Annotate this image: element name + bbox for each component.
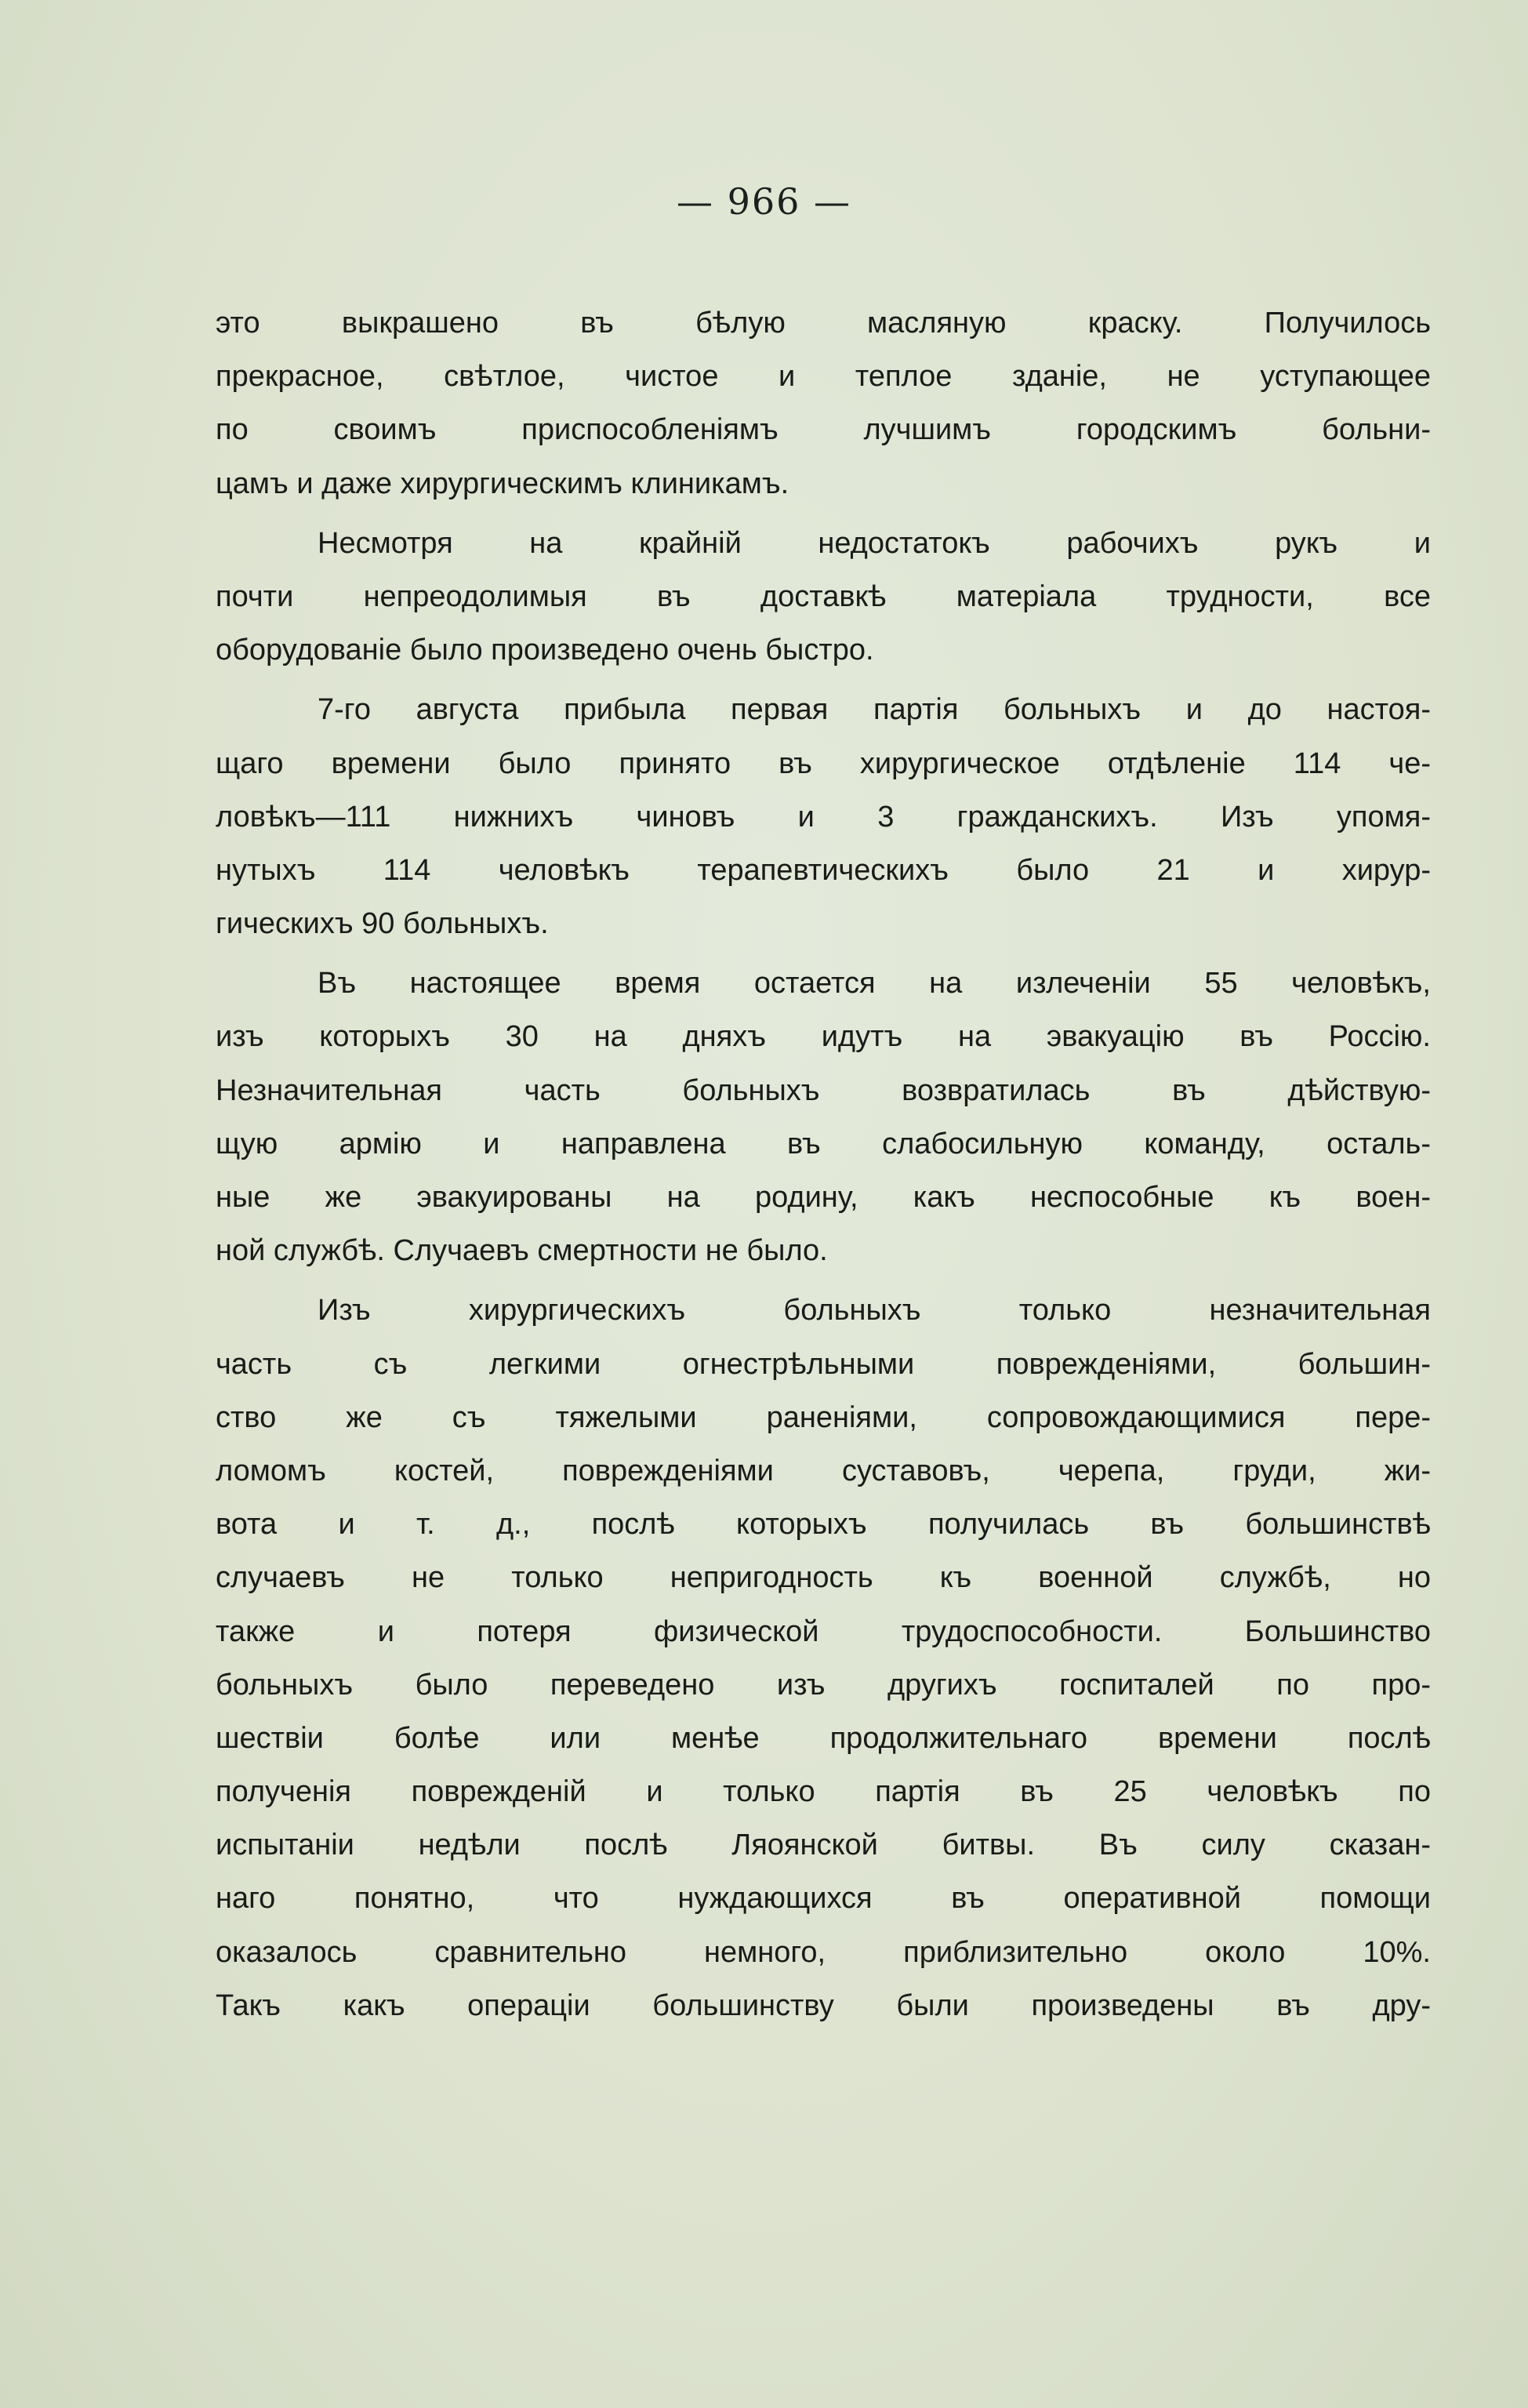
text-line: Незначительная часть больныхъ возвратилась въ дѣйствую- bbox=[216, 1073, 1431, 1107]
text-line: случаевъ не только непригодность къ военной службѣ, но bbox=[216, 1561, 1431, 1595]
text-line: по своимъ приспособленіямъ лучшимъ городскимъ больни- bbox=[216, 413, 1431, 447]
paragraph-gap bbox=[216, 1277, 1431, 1284]
text-line: это выкрашено въ бѣлую масляную краску. Получилось bbox=[216, 307, 1431, 340]
text-line: полученія поврежденій и только партія въ 25 человѣкъ по bbox=[216, 1775, 1431, 1809]
text-line: ловѣкъ—111 нижнихъ чиновъ и 3 гражданскихъ. Изъ упомя- bbox=[216, 800, 1431, 834]
paragraph bbox=[216, 296, 1431, 510]
text-line: Изъ хирургическихъ больныхъ только незначительная bbox=[318, 1294, 1431, 1327]
text-line: испытаніи недѣли послѣ Ляоянской битвы. Въ силу сказан- bbox=[216, 1829, 1431, 1862]
text-line: вота и т. д., послѣ которыхъ получилась въ большинствѣ bbox=[216, 1508, 1431, 1542]
text-line: почти непреодолимыя въ доставкѣ матеріала трудности, все bbox=[216, 579, 1431, 613]
text-line: оборудованіе было произведено очень быстро. bbox=[216, 634, 874, 667]
text-line: щаго времени было принято въ хирургическое отдѣленіе 114 че- bbox=[216, 746, 1431, 780]
paragraph-gap bbox=[216, 510, 1431, 517]
text-line: изъ которыхъ 30 на дняхъ идутъ на эвакуацію въ Россію. bbox=[216, 1020, 1431, 1054]
text-line: Такъ какъ операціи большинству были произведены въ дру- bbox=[216, 1989, 1431, 2022]
paragraph-gap bbox=[216, 677, 1431, 683]
paragraph-gap bbox=[216, 950, 1431, 957]
body-text bbox=[216, 296, 1431, 2032]
text-line: цамъ и даже хирургическимъ клиникамъ. bbox=[216, 467, 789, 500]
paragraph bbox=[216, 683, 1431, 950]
paragraph bbox=[216, 1284, 1431, 2032]
text-line: ные же эвакуированы на родину, какъ неспособные къ воен- bbox=[216, 1181, 1431, 1214]
page-number: — 966 — bbox=[676, 180, 852, 223]
paragraph bbox=[216, 957, 1431, 1277]
text-line: прекрасное, свѣтлое, чистое и теплое зданіе, не уступающее bbox=[216, 360, 1431, 394]
text-line: 7-го августа прибыла первая партія больныхъ и до настоя- bbox=[318, 693, 1431, 727]
text-line: гическихъ 90 больныхъ. bbox=[216, 907, 549, 941]
text-line: Несмотря на крайній недостатокъ рабочихъ рукъ и bbox=[318, 526, 1431, 560]
text-line: ной службѣ. Случаевъ смертности не было. bbox=[216, 1234, 828, 1268]
text-line: часть съ легкими огнестрѣльными поврежденіями, большин- bbox=[216, 1347, 1431, 1381]
text-line: шествіи болѣе или менѣе продолжительнаго времени послѣ bbox=[216, 1721, 1431, 1755]
text-line: ство же съ тяжелыми раненіями, сопровождающимися пере- bbox=[216, 1400, 1431, 1434]
text-line: наго понятно, что нуждающихся въ оперативной помощи bbox=[216, 1882, 1431, 1916]
text-line: нутыхъ 114 человѣкъ терапевтическихъ было 21 и хирур- bbox=[216, 853, 1431, 887]
paragraph bbox=[216, 517, 1431, 677]
text-line: щую армію и направлена въ слабосильную команду, осталь- bbox=[216, 1127, 1431, 1160]
text-line: также и потеря физической трудоспособности. Большинство bbox=[216, 1614, 1431, 1648]
text-line: оказалось сравнительно немного, приблизительно около 10%. bbox=[216, 1935, 1431, 1969]
text-line: ломомъ костей, поврежденіями суставовъ, черепа, груди, жи- bbox=[216, 1454, 1431, 1487]
text-line: Въ настоящее время остается на излеченіи 55 человѣкъ, bbox=[318, 967, 1431, 1001]
text-line: больныхъ было переведено изъ другихъ госпиталей по про- bbox=[216, 1668, 1431, 1702]
